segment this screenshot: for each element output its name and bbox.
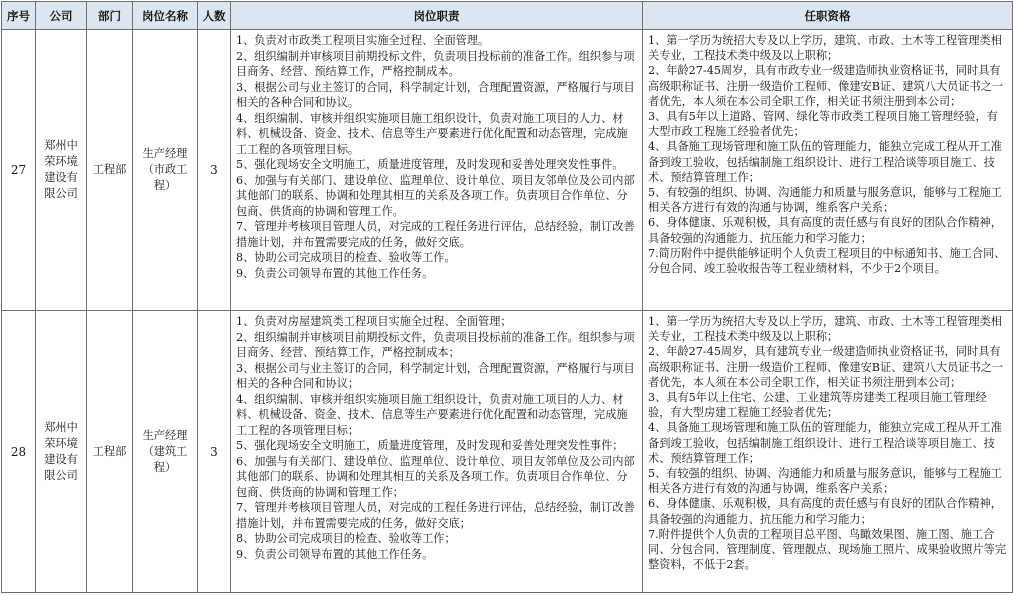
qualification-item: 3、具有5年以上住宅、公建、工业建筑等房建类工程项目施工管理经验，有大型房建工程施工经验者优先； (648, 391, 987, 420)
qualification-item: 6、身体健康、乐观积极，具有高度的责任感与有良好的团队合作精神，具备较强的沟通能力、抗压能力和学习能力； (648, 216, 1002, 245)
qualification-item: 7.附件提供个人负责的工程项目总平图、鸟瞰效果图、施工图、施工合同、分包合同、管理制度、管理靓点、现场施工照片、成果验收照片等完整资料，不低于2套。 (648, 527, 1007, 572)
header-seq: 序号 (2, 2, 36, 30)
header-qualifications: 任职资格 (643, 2, 1013, 30)
header-department: 部门 (87, 2, 133, 30)
qualification-item: 1、第一学历为统招大专及以上学历，建筑、市政、土木等工程管理类相关专业，工程技术类中级及以上职称； (648, 34, 1002, 63)
qualification-item: 4、具备施工现场管理和施工队伍的管理能力，能独立完成工程从开工准备到竣工验收，包括编制施工组织设计、进行工程洽谈等项目施工、技术、预结算管理工作； (648, 421, 1002, 465)
cell-seq: 28 (2, 311, 36, 593)
qualification-item: 5、有较强的组织、协调、沟通能力和质量与服务意识，能够与工程施工相关各方进行有效的沟通与协调，维系客户关系； (648, 186, 1002, 215)
qualification-item: 7.简历附件中提供能够证明个人负责工程项目的中标通知书、施工合同、分包合同、竣工验收报告等工程业绩材料，不少于2个项目。 (648, 246, 1006, 276)
duty-item: 6、加强与有关部门、建设单位、监理单位、设计单位、项目友邻单位及公司内部其他部门的联系、协调和处理其相互的关系及各项工作。负责项目合作单位、分包商、供货商的协调和管理工作。 (236, 173, 635, 218)
qualification-item: 4、具备施工现场管理和施工队伍的管理能力，能独立完成工程从开工准备到竣工验收，包括编制施工组织设计、进行工程洽谈等项目施工、技术、预结算管理工作； (648, 140, 1002, 184)
header-count: 人数 (198, 2, 231, 30)
cell-company: 郑州中荣环境建设有限公司 (36, 30, 87, 311)
duty-item: 4、组织编制、审核并组织实施项目施工组织设计，负责对施工项目的人力、材料、机械设备、资金、技术、信息等生产要素进行优化配置和动态管理，完成施工工程的各项管理目标。 (236, 111, 628, 156)
cell-company: 郑州中荣环境建设有限公司 (36, 311, 87, 593)
duty-item: 1、负责对房屋建筑类工程项目实施全过程、全面管理； (236, 315, 512, 328)
qualification-item: 2、年龄27-45周岁，具有建筑专业一级建造师执业资格证书，同时具有高级职称证书、注册一级造价工程师、像建安B证、建筑八大员证书之一者优先，本人须在本公司全职工作，相关证书须注册到本公司； (648, 345, 1004, 389)
duty-item: 3、根据公司与业主签订的合同，科学制定计划，合理配置资源，严格履行与项目相关的各种合同和协议。 (236, 80, 635, 109)
duty-item: 6、加强与有关部门、建设单位、监理单位、设计单位、项目友邻单位及公司内部其他部门的联系、协调和处理其相互的关系及各项工作。负责项目合作单位、分包商、供货商的协调和管理工作； (236, 454, 635, 499)
duty-item: 9、负责公司领导布置的其他工作任务。 (236, 266, 434, 280)
cell-qualifications (643, 311, 1013, 593)
duty-item: 8、协助公司完成项目的检查、验收等工作。 (236, 251, 456, 264)
table-row (2, 30, 1013, 311)
qualification-item: 5、有较强的组织、协调、沟通能力和质量与服务意识，能够与工程施工相关各方进行有效的沟通与协调，维系客户关系； (648, 467, 1002, 496)
cell-position: 生产经理（市政工程） (133, 30, 198, 311)
duty-item: 1、负责对市政类工程项目实施全过程、全面管理。 (236, 34, 490, 47)
duty-item: 2、组织编制并审核项目前期投标文件，负责项目投标前的准备工作。组织参与项目商务、经营、预结算工作，严格控制成本； (236, 330, 635, 359)
qualification-item: 1、第一学历为统招大专及以上学历，建筑、市政、土木等工程管理类相关专业，工程技术类中级及以上职称； (648, 315, 1002, 344)
duty-item: 9、负责公司领导布置的其他工作任务。 (236, 547, 434, 561)
duty-item: 2、组织编制并审核项目前期投标文件，负责项目投标前的准备工作。组织参与项目商务、经营、预结算工作，严格控制成本。 (236, 49, 635, 78)
header-position: 岗位名称 (133, 2, 198, 30)
cell-seq: 27 (2, 30, 36, 311)
duty-item: 4、组织编制、审核并组织实施项目施工组织设计，负责对施工项目的人力、材料、机械设备、资金、技术、信息等生产要素进行优化配置和动态管理，完成施工工程的各项管理目标； (236, 392, 628, 437)
cell-count: 3 (198, 311, 231, 593)
duty-item: 5、强化现场安全文明施工，质量进度管理，及时发现和妥善处理突发性事件； (236, 439, 624, 452)
duty-item: 7、管理并考核项目管理人员，对完成的工程任务进行评估，总结经验，制订改善措施计划，并布置需要完成的任务，做好交底； (236, 501, 635, 530)
duty-item: 7、管理并考核项目管理人员，对完成的工程任务进行评估，总结经验，制订改善措施计划，并布置需要完成的任务，做好交底。 (236, 220, 635, 249)
cell-duties (231, 311, 643, 593)
duty-item: 3、根据公司与业主签订的合同，科学制定计划，合理配置资源，严格履行与项目相关的各种合同和协议； (236, 361, 635, 390)
cell-duties (231, 30, 643, 311)
header-duties: 岗位职责 (231, 2, 643, 30)
job-positions-table (1, 1, 1013, 593)
qualification-item: 3、具有5年以上道路、管网、绿化等市政类工程项目施工管理经验，有大型市政工程施工经验者优先； (648, 110, 998, 139)
duty-item: 5、强化现场安全文明施工，质量进度管理，及时发现和妥善处理突发性事件。 (236, 158, 624, 171)
cell-count: 3 (198, 30, 231, 311)
qualification-item: 2、年龄27-45周岁，具有市政专业一级建造师执业资格证书，同时具有高级职称证书、注册一级造价工程师、像建安B证、建筑八大员证书之一者优先，本人须在本公司全职工作，相关证书须注册到本公司； (648, 64, 1004, 108)
cell-department: 工程部 (87, 311, 133, 593)
table-row (2, 311, 1013, 593)
table-header-row (2, 2, 1013, 30)
cell-qualifications (643, 30, 1013, 311)
duty-item: 8、协助公司完成项目的检查、验收等工作； (236, 532, 456, 545)
cell-department: 工程部 (87, 30, 133, 311)
cell-position: 生产经理（建筑工程） (133, 311, 198, 593)
qualification-item: 6、身体健康、乐观积极，具有高度的责任感与有良好的团队合作精神，具备较强的沟通能力、抗压能力和学习能力； (648, 497, 1002, 526)
header-company: 公司 (36, 2, 87, 30)
